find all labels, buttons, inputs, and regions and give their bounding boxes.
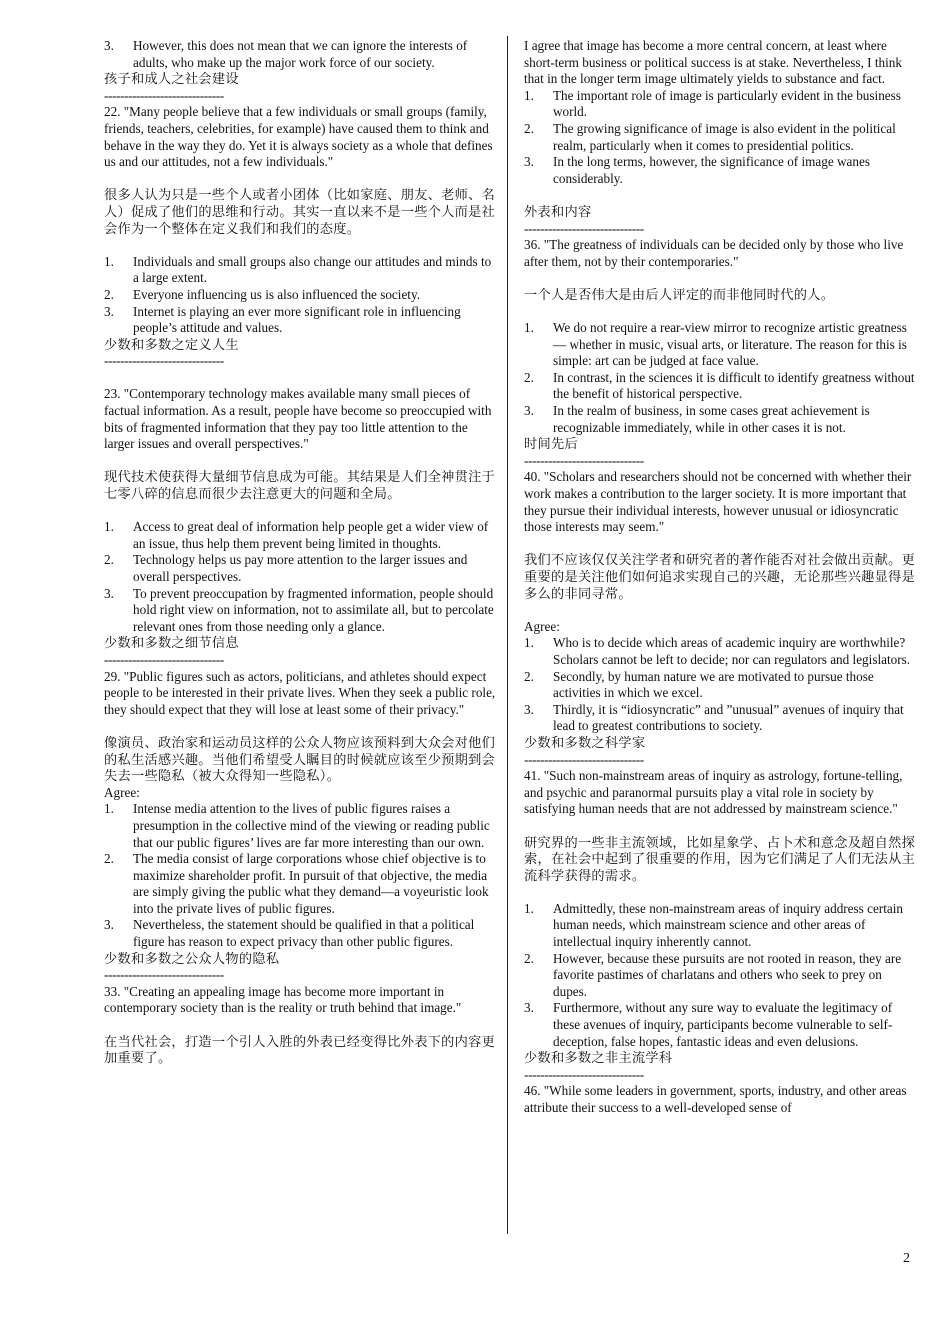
q22-points: [104, 254, 496, 337]
top-continuation-list: [104, 38, 496, 71]
q29-translation: 像演员、政治家和运动员这样的公众人物应该预料到大众会对他们的私生活感兴趣。当他们希望受人瞩目的时候就应该至少预期到会失去一些隐私（被大众得知一些隐私）。: [104, 734, 496, 784]
section-divider: ------------------------------: [104, 87, 224, 103]
topic-tag: 外表和内容: [524, 203, 592, 219]
list-item: 3. In the realm of business, in some cases great achievement is recognizable immediately, while in other cases it is not.: [524, 403, 870, 435]
list-item: 2. Secondly, by human nature we are motivated to pursue those activities in which we excel.: [524, 668, 874, 701]
right-column: [524, 38, 916, 1117]
q29-prompt: 29. "Public figures such as actors, politicians, and athletes should expect people to be interested in their private lives. When they seek a public role, they should expect that they will lose at least some of their privacy.": [104, 668, 496, 717]
topic-tag: 少数和多数之科学家: [524, 734, 646, 750]
section-divider: ------------------------------: [104, 353, 224, 369]
q29-points: [104, 801, 496, 950]
topic-tag: 少数和多数之细节信息: [104, 635, 239, 651]
q23-prompt: 23. "Contemporary technology makes available many small pieces of factual information. As a result, people have become so preoccupied with bits of fragmented information that they pay too little attention to the larger issues and overall perspectives.": [104, 386, 492, 452]
q23-points: [104, 519, 496, 635]
q33-prompt: 33. "Creating an appealing image has become more important in contemporary society than is the reality or truth behind that image.": [104, 983, 462, 1016]
list-item: 2. The media consist of large corporations whose chief objective is to maximize shareholder profit. In pursuit of that objective, the media are simply giving the public what they demand—a voyeuristic look into the private lives of public figures.: [104, 851, 489, 916]
q23-translation: 现代技术使获得大量细节信息成为可能。其结果是人们全神贯注于七零八碎的信息而很少去注意更大的问题和全局。: [104, 469, 496, 502]
list-item: 2. Technology helps us pay more attention to the larger issues and overall perspectives.: [104, 552, 468, 584]
list-item: 1. The important role of image is particularly evident in the business world.: [524, 87, 901, 120]
list-item: 1. Admittedly, these non-mainstream areas of inquiry address certain human needs, which mainstream science and other areas of intellectual inquiry inherently cannot.: [524, 900, 903, 950]
list-item: 3. To prevent preoccupation by fragmented information, people should hold right view on information, not to assimilate all, but to percolate relevant ones from those needing only a glance.: [104, 585, 494, 634]
left-column: [104, 38, 496, 1067]
q33-answer-intro: I agree that image has become a more central concern, at least where short-term business or political success is at stake. Nevertheless, I think that in the longer term image ultimately yields to substance and fact.: [524, 38, 902, 87]
list-item: 3. In the long terms, however, the significance of image wanes considerably.: [524, 154, 870, 186]
q22-translation: 很多人认为只是一些个人或者小团体（比如家庭、朋友、老师、名人）促成了他们的思维和行动。其实一直以来不是一些个人而是社会作为一个整体在定义我们和我们的态度。: [104, 187, 496, 236]
q40-prompt: 40. "Scholars and researchers should not be concerned with whether their work makes a contribution to the larger society. It is more important that they pursue their individual interests, however unusual or idiosyncratic those interests may seem.": [524, 469, 912, 535]
q40-translation: 我们不应该仅仅关注学者和研究者的著作能否对社会做出贡献。更重要的是关注他们如何追求实现自己的兴趣，无论那些兴趣显得是多么的非同寻常。: [524, 552, 916, 601]
list-item: 1. We do not require a rear-view mirror to recognize artistic greatness— whether in music, visual arts, or literature. The reason for this is simple: art can be judged at face value.: [524, 320, 907, 369]
list-item: 3. However, this does not mean that we can ignore the interests of adults, who make up the major work force of our society.: [104, 38, 468, 70]
list-item: 3. Furthermore, without any sure way to evaluate the legitimacy of these avenues of inquiry, participants become vulnerable to self-deception, false hopes, fantastic ideas and even delusions.: [524, 1000, 893, 1049]
list-item: 1. Intense media attention to the lives of public figures raises a presumption in the collective mind of the viewing or reading public that our public figures’ lives are far more interesting than our own.: [104, 801, 490, 850]
section-divider: ------------------------------: [104, 651, 224, 667]
list-item: 1. Access to great deal of information help people get a wider view of an issue, thus help them prevent being limited in thoughts.: [104, 519, 489, 551]
q36-points: [524, 320, 916, 436]
list-item: 2. However, because these pursuits are not rooted in reason, they are favorite pastimes of charlatans and others who seek to prey on dupes.: [524, 950, 902, 999]
section-divider: ------------------------------: [524, 751, 644, 767]
page-number: 2: [903, 1251, 910, 1266]
topic-tag: 少数和多数之公众人物的隐私: [104, 950, 280, 966]
list-item: 1. Individuals and small groups also change our attitudes and minds to a large extent.: [104, 253, 492, 286]
q33-translation: 在当代社会，打造一个引人入胜的外表已经变得比外表下的内容更加重要了。: [104, 1033, 496, 1066]
list-item: 1. Who is to decide which areas of academic inquiry are worthwhile? Scholars cannot be left to decide; nor can regulators and legislators.: [524, 635, 911, 667]
q36-translation: 一个人是否伟大是由后人评定的而非他同时代的人。: [524, 286, 835, 302]
topic-tag: 孩子和成人之社会建设: [104, 71, 239, 87]
list-item: 2. The growing significance of image is also evident in the political realm, particularly when it comes to presidential politics.: [524, 120, 896, 153]
q41-points: [524, 901, 916, 1050]
q36-prompt: 36. "The greatness of individuals can be decided only by those who live after them, not by their contemporaries.": [524, 237, 904, 269]
section-divider: ------------------------------: [524, 1066, 644, 1082]
section-divider: ------------------------------: [524, 452, 644, 468]
section-divider: ------------------------------: [524, 220, 644, 236]
list-item: 2. In contrast, in the sciences it is difficult to identify greatness without the benefit of historical perspective.: [524, 369, 915, 402]
agree-label: Agree:: [524, 618, 560, 634]
q41-prompt: 41. "Such non-mainstream areas of inquiry as astrology, fortune-telling, and psychic and paranormal pursuits play a vital role in society by satisfying human needs that are not addressed by mainstream science.": [524, 768, 903, 817]
list-item: 3. Nevertheless, the statement should be qualified in that a political figure has reason to expect privacy than other public figures.: [104, 917, 475, 950]
column-divider: [507, 36, 508, 1234]
q41-translation: 研究界的一些非主流领域，比如星象学、占卜术和意念及超自然探索，在社会中起到了很重要的作用，因为它们满足了人们无法从主流科学获得的需求。: [524, 834, 916, 883]
topic-tag: 少数和多数之非主流学科: [524, 1050, 673, 1066]
list-item: 3. Internet is playing an ever more significant role in influencing people’s attitude and values.: [104, 303, 461, 336]
topic-tag: 时间先后: [524, 436, 578, 452]
list-item: 3. Thirdly, it is “idiosyncratic” and ”unusual” avenues of inquiry that lead to greatest contributions to society.: [524, 701, 904, 734]
list-item: 2. Everyone influencing us is also influenced the society.: [104, 286, 420, 302]
section-divider: ------------------------------: [104, 967, 224, 983]
q40-points: [524, 635, 916, 735]
q46-prompt: 46. "While some leaders in government, sports, industry, and other areas attribute their success to a well-developed sense of: [524, 1083, 907, 1115]
q22-prompt: 22. "Many people believe that a few individuals or small groups (family, friends, teachers, celebrities, for example) have caused them to think and behave in the way they do. Yet it is always society as a whole that defines us and our attitudes, not a few individuals.": [104, 104, 493, 170]
agree-label: Agree:: [104, 784, 140, 800]
topic-tag: 少数和多数之定义人生: [104, 336, 239, 352]
q33-points: [524, 88, 916, 188]
